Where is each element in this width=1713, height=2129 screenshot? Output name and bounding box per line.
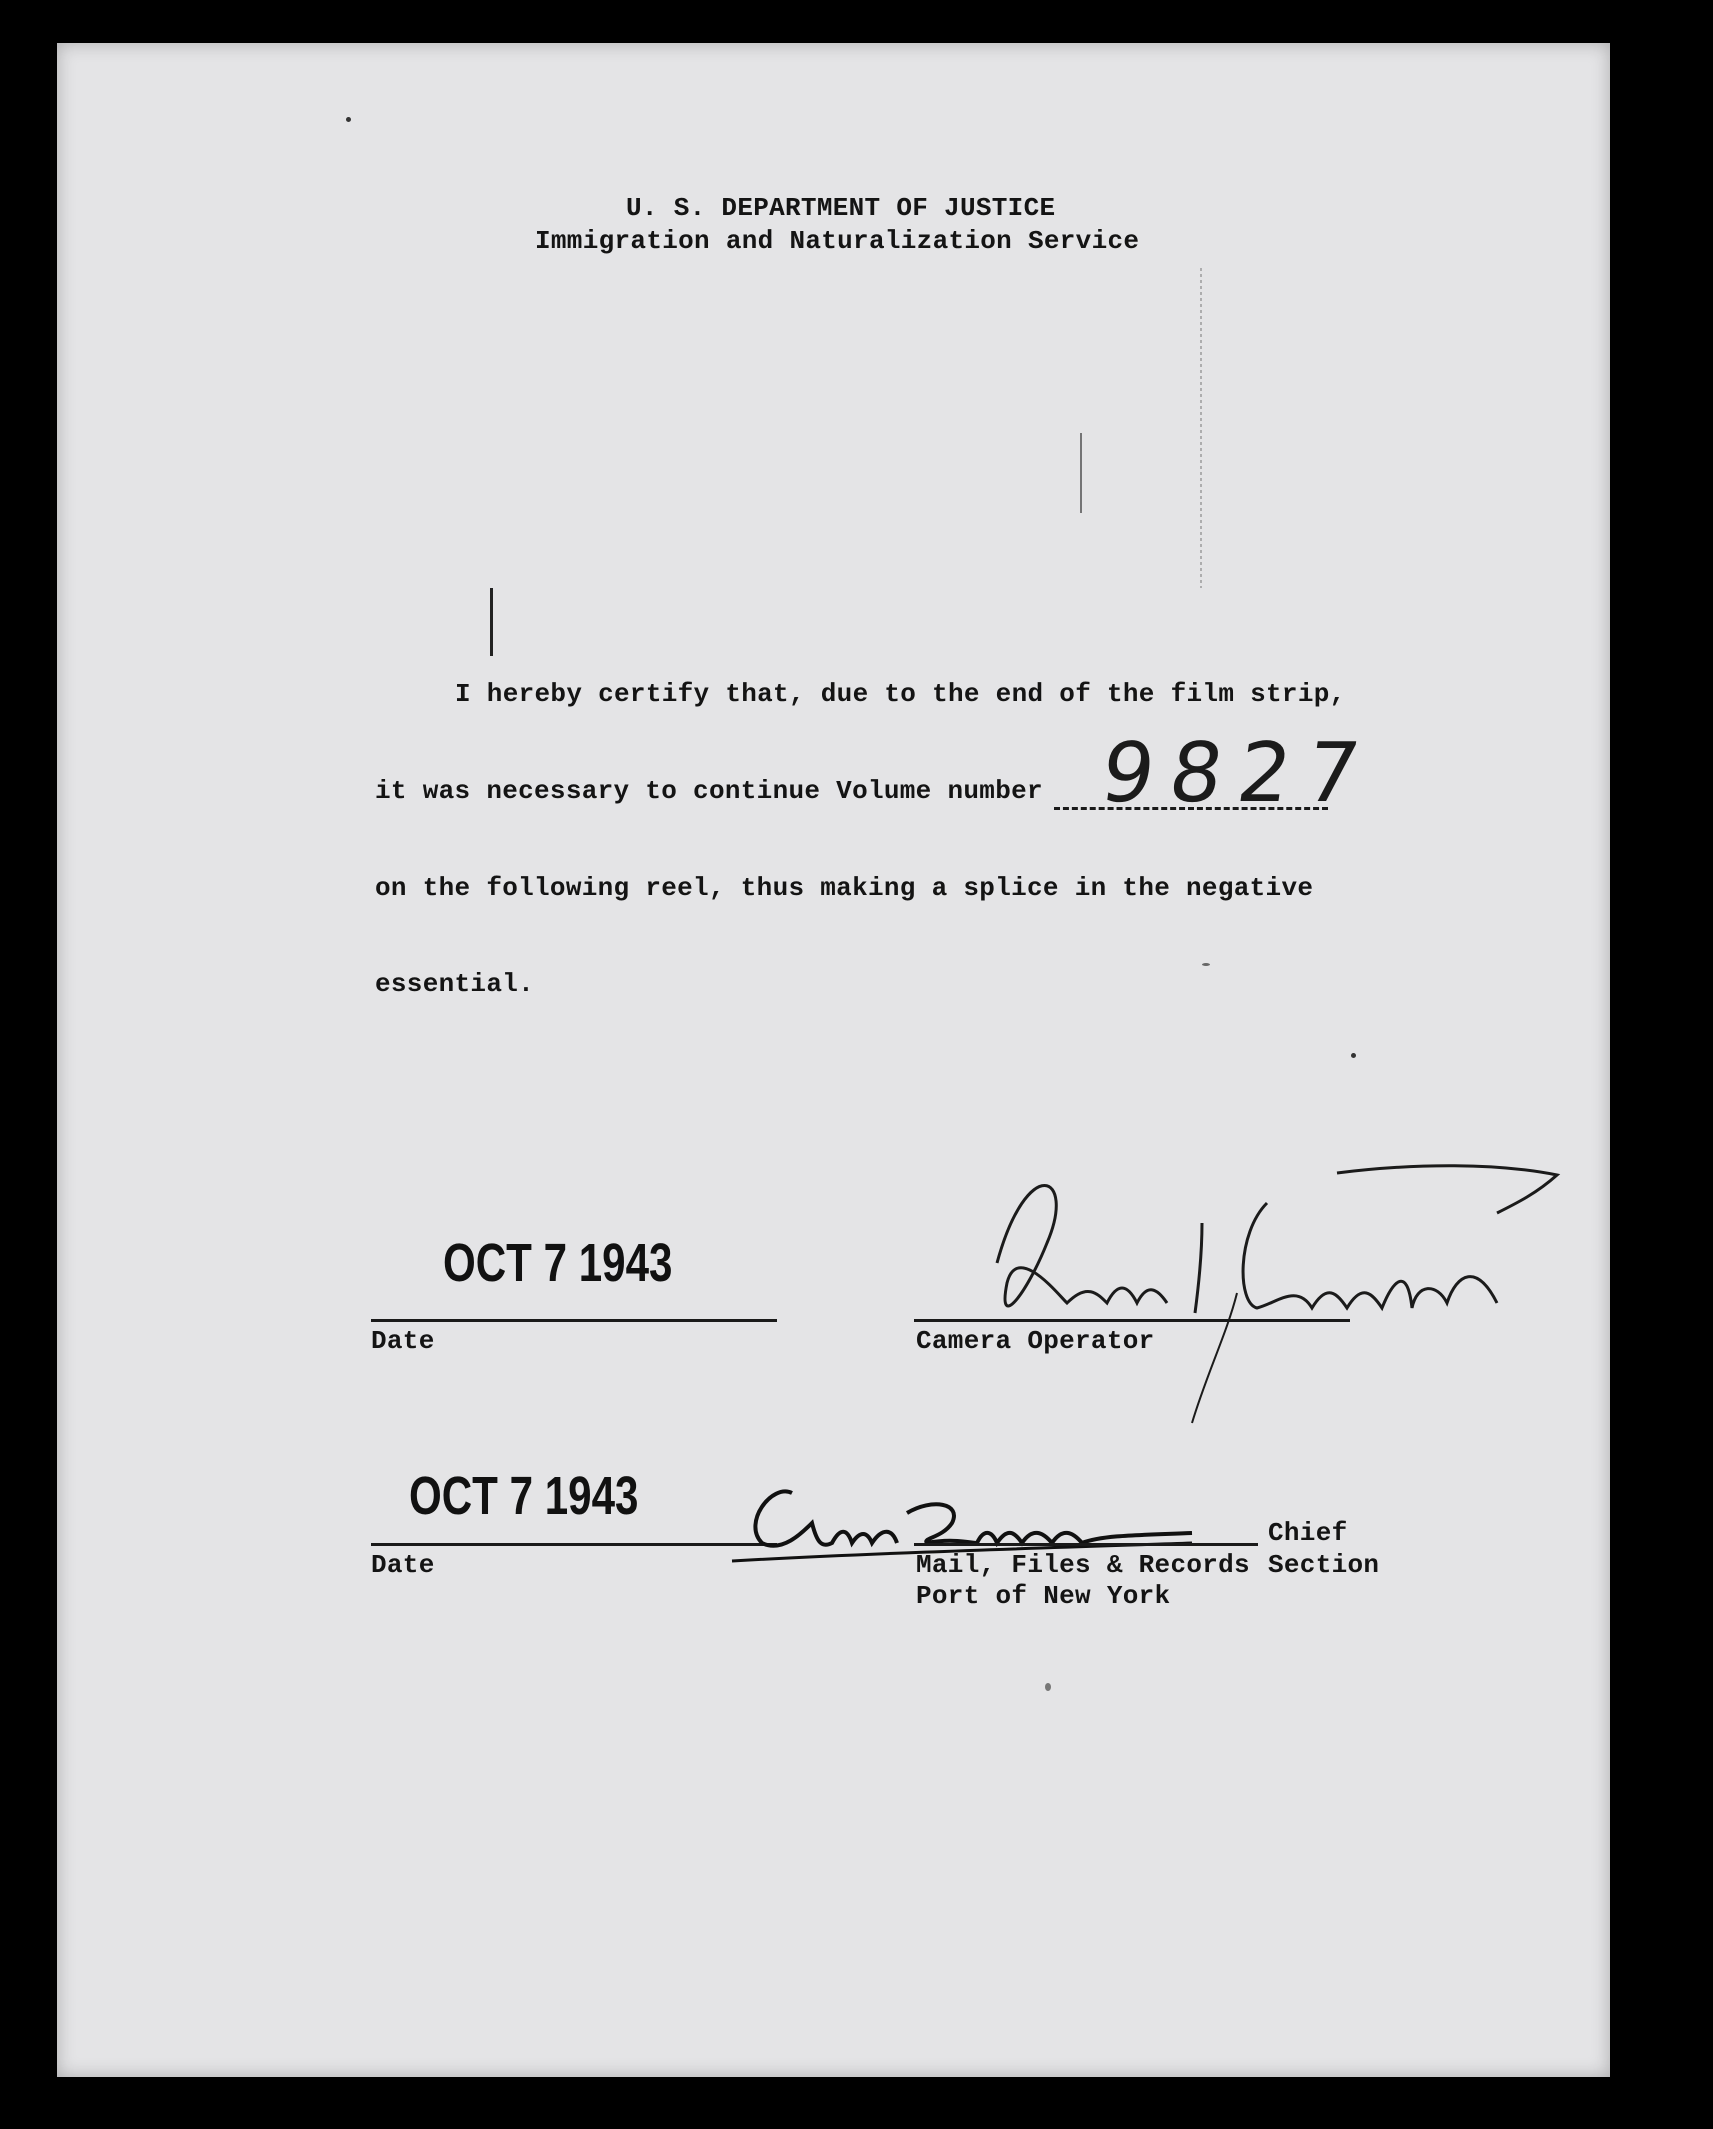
signature-line-chief — [914, 1543, 1258, 1546]
date-line-chief — [371, 1543, 777, 1546]
signature-line-camera — [914, 1319, 1350, 1322]
chief-title-label: Chief — [1268, 1518, 1348, 1548]
certification-line-1: I hereby certify that, due to the end of the film strip, — [455, 679, 1346, 709]
signature-stroke — [1243, 1203, 1497, 1308]
certification-line-4: essential. — [375, 969, 535, 999]
scan-speck — [1202, 963, 1210, 966]
signature-stroke — [997, 1186, 1167, 1306]
signature-stroke — [755, 1491, 897, 1545]
film-scratch-mark — [1200, 268, 1202, 588]
scan-speck — [346, 117, 351, 122]
signature-stroke — [1195, 1223, 1202, 1313]
document-page — [57, 43, 1610, 2077]
department-heading: U. S. DEPARTMENT OF JUSTICE — [626, 193, 1056, 223]
camera-operator-signature — [937, 1133, 1627, 1433]
certification-line-2: it was necessary to continue Volume number — [375, 776, 1043, 806]
film-scratch-mark — [1080, 433, 1082, 513]
chief-office-section: Section — [1268, 1550, 1380, 1580]
date-stamp-camera: OCT 7 1943 — [443, 1233, 673, 1293]
signature-stroke — [1192, 1293, 1237, 1423]
date-label-chief: Date — [371, 1550, 435, 1580]
date-label-camera: Date — [371, 1326, 435, 1356]
certification-line-3: on the following reel, thus making a splice in the negative — [375, 873, 1314, 903]
signature-stroke — [907, 1504, 1192, 1543]
date-line-camera — [371, 1319, 777, 1322]
chief-office-line-2: Port of New York — [916, 1581, 1171, 1611]
service-heading: Immigration and Naturalization Service — [535, 226, 1140, 256]
scan-speck — [1351, 1053, 1356, 1058]
signature-stroke — [1337, 1166, 1557, 1213]
scan-speck — [1045, 1683, 1051, 1691]
chief-office-line-1: Mail, Files & Records — [916, 1550, 1250, 1580]
date-stamp-chief: OCT 7 1943 — [409, 1466, 639, 1526]
volume-number-handwritten: 9827 — [1095, 726, 1382, 821]
camera-operator-label: Camera Operator — [916, 1326, 1155, 1356]
film-scratch-mark — [490, 588, 493, 656]
